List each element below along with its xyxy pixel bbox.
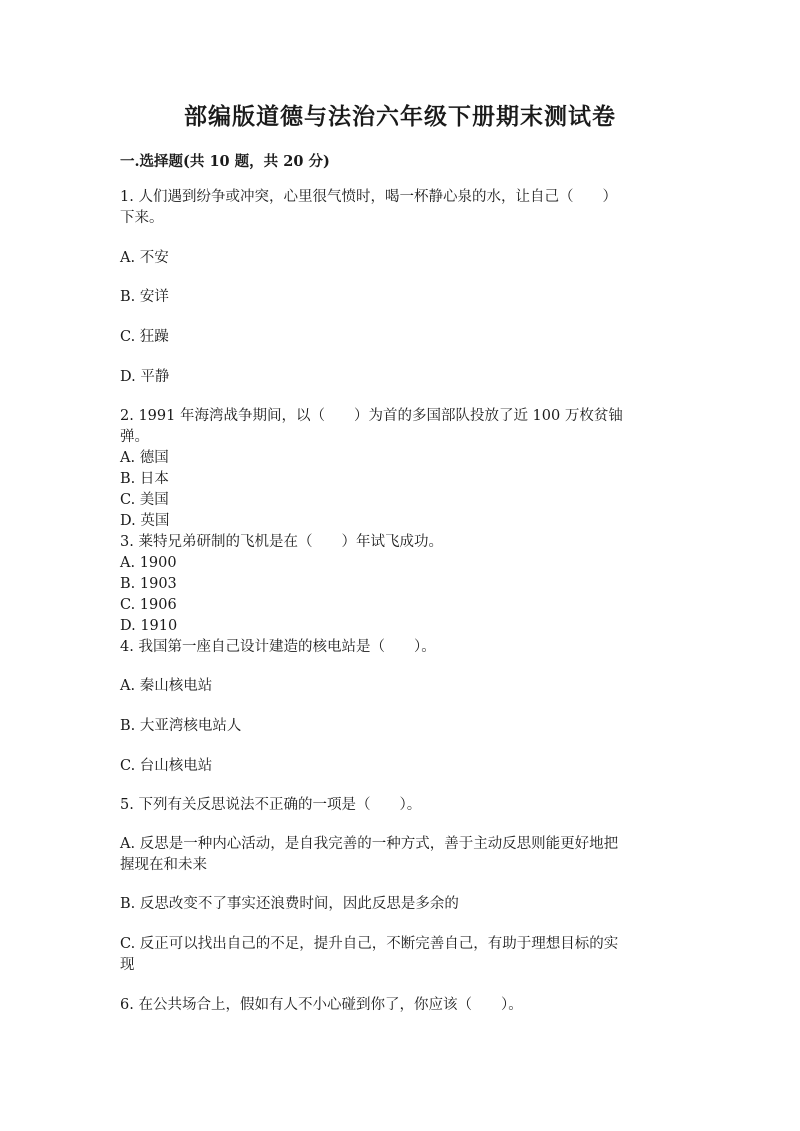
question-1-stem: 1. 人们遇到纷争或冲突，心里很气愤时，喝一杯静心泉的水，让自己（ ） xyxy=(120,189,617,205)
question-4-option-a: A. 秦山核电站 xyxy=(120,678,213,694)
question-5-option-c-cont: 现 xyxy=(120,957,135,973)
question-1-option-c: C. 狂躁 xyxy=(120,329,169,345)
question-3-option-d: D. 1910 xyxy=(120,618,178,634)
question-2-option-c: C. 美国 xyxy=(120,492,169,508)
question-3-stem: 3. 莱特兄弟研制的飞机是在（ ）年试飞成功。 xyxy=(120,534,443,550)
question-2-option-d: D. 英国 xyxy=(120,513,170,529)
question-5-option-a: A. 反思是一种内心活动，是自我完善的一种方式，善于主动反思则能更好地把 xyxy=(120,836,619,852)
question-3-option-c: C. 1906 xyxy=(120,597,177,613)
question-3-option-b: B. 1903 xyxy=(120,576,177,592)
question-2-stem-cont: 弹。 xyxy=(120,429,149,445)
question-4-stem: 4. 我国第一座自己设计建造的核电站是（ ）。 xyxy=(120,639,436,655)
question-4-option-c: C. 台山核电站 xyxy=(120,758,213,774)
question-1-stem-cont: 下来。 xyxy=(120,210,164,226)
question-1-option-b: B. 安详 xyxy=(120,289,169,305)
question-2-stem: 2. 1991 年海湾战争期间，以（ ）为首的多国部队投放了近 100 万枚贫铀 xyxy=(120,408,623,424)
question-5-option-b: B. 反思改变不了事实还浪费时间，因此反思是多余的 xyxy=(120,896,459,912)
page-title: 部编版道德与法治六年级下册期末测试卷 xyxy=(184,103,616,130)
question-3-option-a: A. 1900 xyxy=(120,555,177,571)
question-6-stem: 6. 在公共场合上，假如有人不小心碰到你了，你应该（ ）。 xyxy=(120,997,523,1013)
section-heading: 一.选择题(共 10 题，共 20 分) xyxy=(120,153,330,170)
question-2-option-a: A. 德国 xyxy=(120,450,169,466)
question-4-option-b: B. 大亚湾核电站人 xyxy=(120,718,242,734)
question-1-option-a: A. 不安 xyxy=(120,250,169,266)
question-1-option-d: D. 平静 xyxy=(120,369,170,385)
question-5-option-a-cont: 握现在和未来 xyxy=(120,857,207,873)
question-5-option-c: C. 反正可以找出自己的不足，提升自己，不断完善自己，有助于理想目标的实 xyxy=(120,936,619,952)
question-2-option-b: B. 日本 xyxy=(120,471,169,487)
question-5-stem: 5. 下列有关反思说法不正确的一项是（ ）。 xyxy=(120,797,422,813)
